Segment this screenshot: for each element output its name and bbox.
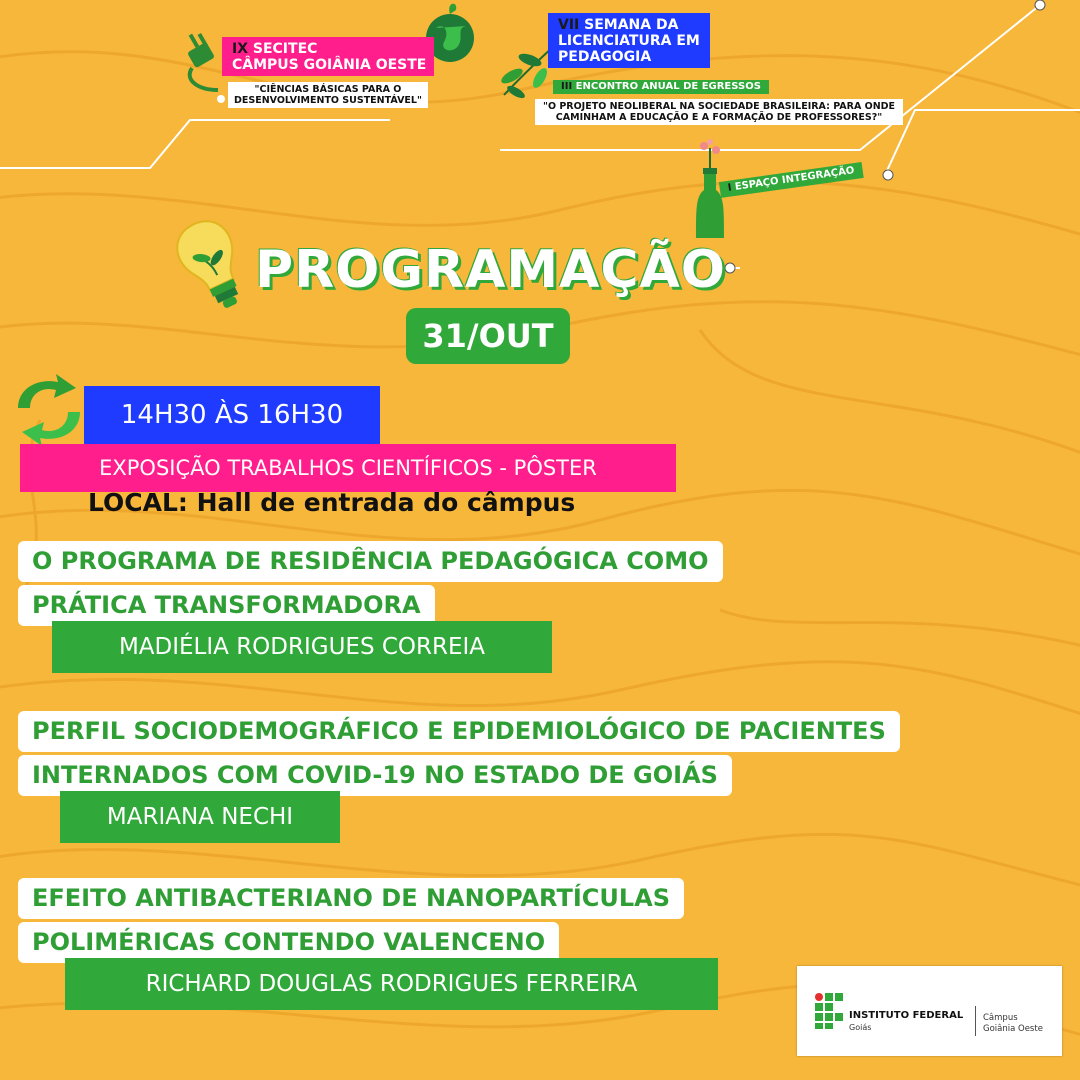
work-author-1: MADIÉLIA RODRIGUES CORREIA	[52, 621, 552, 673]
lightbulb-icon	[172, 214, 254, 318]
secitec-label: IX SECITEC CÂMPUS GOIÂNIA OESTE	[222, 37, 434, 76]
work-title-3-line-1: EFEITO ANTIBACTERIANO DE NANOPARTÍCULAS	[18, 878, 684, 919]
date-badge: 31/OUT	[406, 308, 570, 364]
session-location: LOCAL: Hall de entrada do câmpus	[88, 488, 576, 517]
encontro-label: III ENCONTRO ANUAL DE EGRESSOS	[553, 80, 769, 94]
page-title: PROGRAMAÇÃO	[255, 240, 726, 300]
logo-state: Goiás	[849, 1023, 872, 1032]
institution-logo	[797, 966, 1062, 1056]
semana-label: VII SEMANA DA LICENCIATURA EM PEDAGOGIA	[548, 13, 710, 68]
logo-name: INSTITUTO FEDERAL	[849, 1010, 964, 1021]
plug-icon	[178, 28, 228, 98]
logo-mark	[815, 993, 843, 1029]
work-title-1-line-1: O PROGRAMA DE RESIDÊNCIA PEDAGÓGICA COMO	[18, 541, 723, 582]
work-author-3: RICHARD DOUGLAS RODRIGUES FERREIRA	[65, 958, 718, 1010]
logo-campus: Câmpus Goiânia Oeste	[983, 1013, 1043, 1034]
work-title-1-line-2: PRÁTICA TRANSFORMADORA	[18, 585, 435, 626]
session-event: EXPOSIÇÃO TRABALHOS CIENTÍFICOS - PÔSTER	[20, 444, 676, 492]
semana-theme: "O PROJETO NEOLIBERAL NA SOCIEDADE BRASILEIRA: PARA ONDE CAMINHAM A EDUCAÇÃO E A FORMAÇÃO DE PROFESSORES?"	[535, 99, 903, 125]
recycle-icon	[10, 374, 88, 446]
work-title-2-line-2: INTERNADOS COM COVID-19 NO ESTADO DE GOIÁS	[18, 755, 732, 796]
work-author-2: MARIANA NECHI	[60, 791, 340, 843]
espaco-label: I ESPAÇO INTEGRAÇÃO	[719, 162, 864, 198]
work-title-3-line-2: POLIMÉRICAS CONTENDO VALENCENO	[18, 922, 559, 963]
secitec-theme: "CIÊNCIAS BÁSICAS PARA O DESENVOLVIMENTO SUSTENTÁVEL"	[228, 82, 428, 108]
session-time: 14H30 ÀS 16H30	[84, 386, 380, 444]
work-title-2-line-1: PERFIL SOCIODEMOGRÁFICO E EPIDEMIOLÓGICO DE PACIENTES	[18, 711, 900, 752]
logo-divider	[975, 1006, 976, 1036]
